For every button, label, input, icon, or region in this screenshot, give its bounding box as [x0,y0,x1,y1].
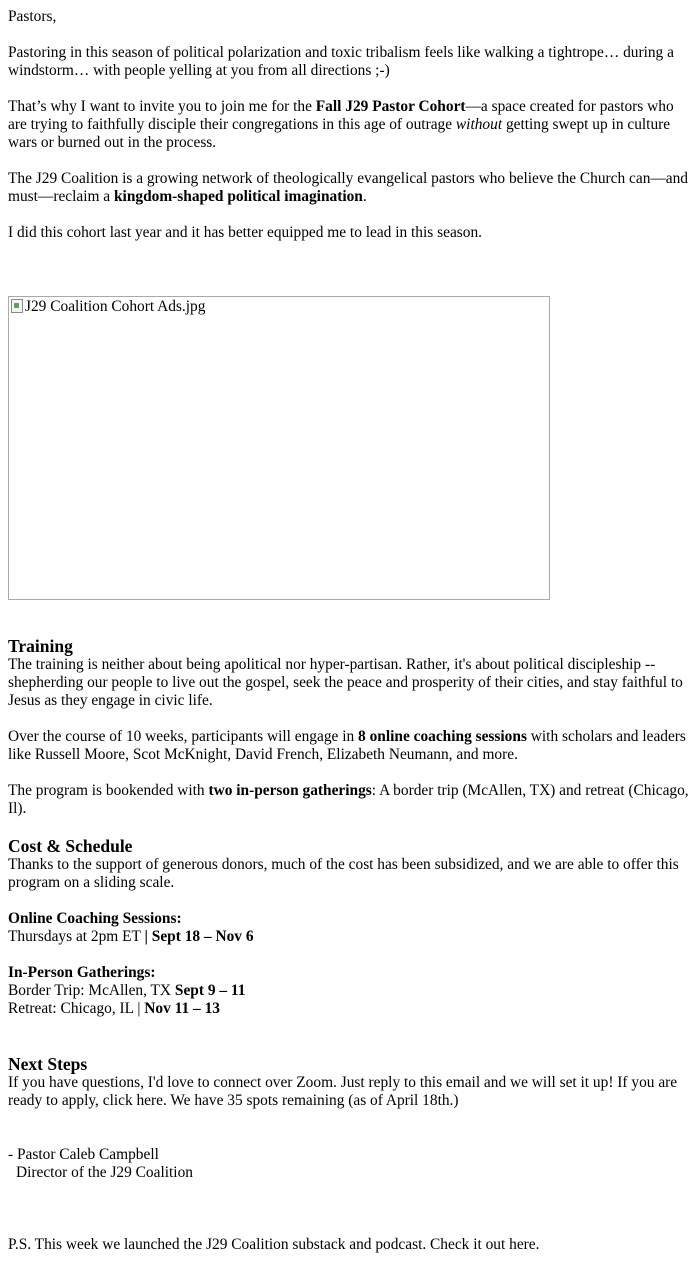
training-p3-emphasis: two in-person gatherings [208,782,372,799]
signature-title: Director of the J29 Coalition [16,1164,193,1181]
invite-emphasis: without [455,116,503,133]
training-p3-pre: The program is bookended with [8,782,209,799]
training-p2-post: with scholars and leaders like Russell Moore, Scot McKnight, David French, Elizabeth Neumann, and more. [8,728,686,763]
greeting: Pastors, [8,8,57,25]
signature-block [8,1146,692,1182]
training-heading: Training [8,636,73,656]
online-sessions-block [8,910,692,946]
signature-name: - Pastor Caleb Campbell [8,1146,159,1163]
spacer [8,1128,692,1146]
intro-paragraph: Pastoring in this season of political polarization and toxic tribalism feels like walking a tightrope… during a windstorm… with people yelling at you from all directions ;-) [8,44,674,79]
invite-text-post: getting swept up in culture wars or burned out in the process. [8,116,671,151]
coalition-paragraph [8,170,692,206]
spacer [8,1218,692,1236]
border-trip-dates: Sept 9 – 11 [174,982,246,999]
cost-heading: Cost & Schedule [8,836,133,856]
border-trip-text: Border Trip: McAllen, TX [8,982,175,999]
testimony-paragraph: I did this cohort last year and it has better equipped me to lead in this season. [8,224,482,241]
invite-text-pre: That’s why I want to invite you to join me for the [8,98,316,115]
border-trip-line [8,982,692,1000]
training-paragraph-1: The training is neither about being apolitical nor hyper-partisan. Rather, it's about political discipleship -- shepherding our people to live out the gospel, seek the peace and prosperity of their cities, and stay faithful to Jesus as they engage in civic life. [8,656,683,709]
in-person-block [8,964,692,1018]
retreat-text: Retreat: Chicago, IL [8,1000,138,1017]
broken-image-icon [10,298,24,314]
spacer [8,1036,692,1054]
spacer [8,1200,692,1218]
training-paragraph-2 [8,728,692,764]
cohort-ad-image[interactable] [8,296,550,600]
online-sessions-separator: | [144,928,152,945]
in-person-label: In-Person Gatherings: [8,964,156,981]
online-sessions-dates: Sept 18 – Nov 6 [151,928,254,945]
cohort-name: Fall J29 Pastor Cohort [315,98,466,115]
online-sessions-time: Thursdays at 2pm ET [8,928,145,945]
next-steps-heading: Next Steps [8,1054,88,1074]
coalition-text-pre: The J29 Coalition is a growing network of theologically evangelical pastors who believe the Church can—and must—reclaim a [8,170,688,205]
retreat-separator: | [137,1000,145,1017]
online-sessions-label: Online Coaching Sessions: [8,910,182,927]
next-steps-paragraph: If you have questions, I'd love to connect over Zoom. Just reply to this email and we will set it up! If you are ready to apply, click here. We have 35 spots remaining (as of April 18th.) [8,1074,678,1109]
spacer [8,260,692,278]
spacer [8,278,692,296]
invite-paragraph [8,98,692,152]
training-p3-post: : A border trip (McAllen, TX) and retreat (Chicago, Il). [8,782,689,817]
postscript: P.S. This week we launched the J29 Coalition substack and podcast. Check it out here. [8,1236,540,1253]
coalition-text-post: . [362,188,367,205]
retreat-line [8,1000,692,1018]
cost-paragraph: Thanks to the support of generous donors, much of the cost has been subsidized, and we are able to offer this program on a sliding scale. [8,856,679,891]
invite-text-mid: —a space created for pastors who are trying to faithfully disciple their congregations in this age of outrage [8,98,674,133]
coalition-emphasis: kingdom-shaped political imagination [114,188,363,205]
image-alt-text: J29 Coalition Cohort Ads.jpg [25,298,206,315]
broken-image-placeholder [10,298,205,316]
training-paragraph-3 [8,782,692,818]
training-p2-pre: Over the course of 10 weeks, participants will engage in [8,728,359,745]
retreat-dates: Nov 11 – 13 [144,1000,220,1017]
training-p2-emphasis: 8 online coaching sessions [358,728,527,745]
